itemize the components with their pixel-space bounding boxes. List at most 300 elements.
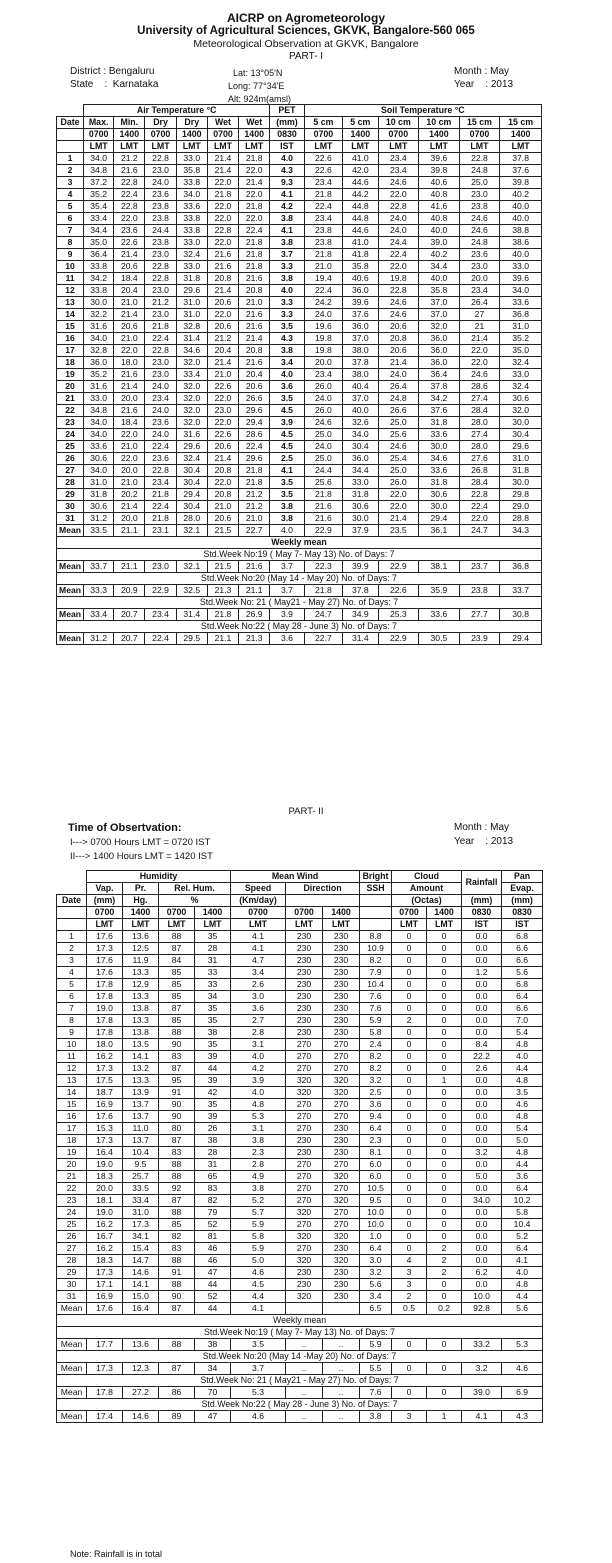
time-header: 0700	[459, 129, 500, 141]
mean-cell: 0	[392, 1363, 427, 1375]
date-cell: 24	[57, 1207, 87, 1219]
data-cell: 21.4	[114, 501, 145, 513]
table-row	[57, 453, 542, 465]
data-cell: 270	[286, 1051, 323, 1063]
data-cell: 33.0	[500, 369, 542, 381]
data-cell: 320	[323, 1195, 360, 1207]
data-cell: 22.4	[145, 501, 176, 513]
data-cell: 20.8	[207, 465, 238, 477]
data-cell: 21.4	[114, 381, 145, 393]
table-row	[57, 943, 543, 955]
date-cell: 4	[57, 189, 84, 201]
data-cell: 17.6	[87, 931, 123, 943]
data-cell: 21.4	[207, 153, 238, 165]
time-header: 1400	[239, 129, 270, 141]
observation-title: Meteorological Observation at GKVK, Bangalore	[193, 38, 419, 50]
data-cell: 40.8	[419, 189, 460, 201]
time-header: 0700	[392, 907, 427, 919]
table-row	[57, 1087, 543, 1099]
data-cell: 28.0	[459, 417, 500, 429]
mean-cell: 22.4	[145, 633, 176, 645]
data-cell: 35.0	[84, 237, 114, 249]
data-cell: 32.0	[176, 405, 207, 417]
data-cell: 4.2	[270, 201, 304, 213]
pet-header: PET	[270, 105, 304, 117]
data-cell: 0	[427, 931, 462, 943]
data-cell: 4.0	[502, 1051, 543, 1063]
mean-cell: 21.8	[207, 609, 238, 621]
data-cell: 85	[159, 991, 195, 1003]
table-row	[57, 1099, 543, 1111]
data-cell: 29.6	[176, 441, 207, 453]
data-cell: 28.8	[500, 513, 542, 525]
data-cell: 22.0	[207, 213, 238, 225]
time-ref-header: LMT	[427, 919, 462, 931]
data-cell: 31.8	[343, 489, 378, 501]
data-cell: 28	[195, 1147, 231, 1159]
time-ref-header: LMT	[378, 141, 419, 153]
data-cell: 24.6	[378, 441, 419, 453]
data-cell: 31	[195, 1159, 231, 1171]
mean-cell: 24.7	[304, 609, 343, 621]
data-cell: 10.5	[360, 1183, 392, 1195]
data-cell: 25.6	[378, 429, 419, 441]
data-cell: 4.4	[231, 1291, 286, 1303]
data-cell: 13.3	[123, 1075, 159, 1087]
data-cell: 22.4	[145, 333, 176, 345]
data-cell: 230	[286, 991, 323, 1003]
date-cell: 5	[57, 201, 84, 213]
data-cell: 230	[286, 1027, 323, 1039]
data-cell: 0.0	[462, 1123, 502, 1135]
data-cell: 22.4	[114, 189, 145, 201]
date-cell: 14	[57, 309, 84, 321]
data-cell: 24.6	[459, 213, 500, 225]
data-cell: 5.7	[231, 1207, 286, 1219]
data-cell: 0	[427, 1123, 462, 1135]
data-cell: 230	[286, 943, 323, 955]
weekly-mean-title: Weekly mean	[57, 537, 542, 549]
data-cell: 24.0	[304, 441, 343, 453]
mean-cell: 4.6	[502, 1363, 543, 1375]
data-cell: 270	[323, 1111, 360, 1123]
data-cell: 10.9	[360, 943, 392, 955]
date-cell: 3	[57, 177, 84, 189]
data-cell: 26.0	[304, 381, 343, 393]
mean-cell: 0	[427, 1387, 462, 1399]
data-cell: 34.2	[84, 273, 114, 285]
data-cell: 3.2	[360, 1267, 392, 1279]
data-cell: 33.8	[176, 213, 207, 225]
obs-time-label: Time of Obsertvation:	[68, 822, 182, 834]
data-cell: 320	[323, 1255, 360, 1267]
std-week-title: Std.Week No: 21 ( May21 - May 27) No. of Days: 7	[57, 597, 542, 609]
data-cell: 230	[323, 955, 360, 967]
mean-cell: 33.4	[84, 609, 114, 621]
data-cell: 30.6	[343, 501, 378, 513]
mean-cell: 0.2	[427, 1303, 462, 1315]
humidity-header: Humidity	[87, 871, 231, 883]
data-cell: 320	[286, 1207, 323, 1219]
time-header: 1400	[500, 129, 542, 141]
data-cell: 24.6	[378, 297, 419, 309]
data-cell: 4	[392, 1255, 427, 1267]
data-cell: 36.4	[84, 249, 114, 261]
data-cell: 32.4	[500, 357, 542, 369]
mean-cell: 22.6	[378, 585, 419, 597]
data-cell: 21.2	[239, 501, 270, 513]
date-cell: 15	[57, 321, 84, 333]
data-cell: 28.6	[459, 381, 500, 393]
data-cell: 36.0	[419, 333, 460, 345]
data-cell: 21.6	[114, 165, 145, 177]
data-cell: 34.0	[84, 417, 114, 429]
std-week-title: Std.Week No:20 (May 14 - May 20) No. of Days: 7	[57, 573, 542, 585]
data-cell: 20.6	[378, 345, 419, 357]
column-header: 10 cm	[419, 117, 460, 129]
data-cell: 23.8	[304, 225, 343, 237]
data-cell: 19.0	[87, 1159, 123, 1171]
date-cell: 29	[57, 1267, 87, 1279]
table-row	[57, 1243, 543, 1255]
data-cell: 0	[427, 1099, 462, 1111]
mean-cell: 22.3	[304, 561, 343, 573]
date-cell: 26	[57, 1231, 87, 1243]
data-cell: 4.1	[231, 931, 286, 943]
data-cell: 36.0	[343, 453, 378, 465]
time-header: 1400	[114, 129, 145, 141]
data-cell: 270	[323, 1183, 360, 1195]
data-cell: 0	[427, 979, 462, 991]
data-cell: 84	[159, 955, 195, 967]
data-cell: 22.4	[239, 441, 270, 453]
data-cell: 0	[427, 1087, 462, 1099]
data-cell: 270	[323, 1219, 360, 1231]
data-cell: 32.6	[343, 417, 378, 429]
data-cell: 22.4	[239, 225, 270, 237]
soil-temp-header: Soil Temperature °C	[304, 105, 541, 117]
data-cell: 40.0	[419, 273, 460, 285]
data-cell: 21.6	[304, 513, 343, 525]
data-cell: 22.6	[114, 237, 145, 249]
std-week-title: Std.Week No:22 ( May 28 - June 3) No. of Days: 7	[57, 621, 542, 633]
data-cell: 20.6	[114, 261, 145, 273]
time-header: 0700	[145, 129, 176, 141]
date-cell: 2	[57, 943, 87, 955]
part2-year-label: Year : 2013	[454, 836, 514, 847]
data-cell: 8.1	[360, 1147, 392, 1159]
table-row	[57, 285, 542, 297]
data-cell: 39.6	[419, 153, 460, 165]
mean-cell: 4.1	[462, 1411, 502, 1423]
mean-cell: 30.8	[500, 609, 542, 621]
data-cell: 20.0	[459, 273, 500, 285]
data-cell: 4.4	[502, 1291, 543, 1303]
data-cell: 10.4	[502, 1219, 543, 1231]
data-cell: 21.6	[207, 261, 238, 273]
data-cell: 0	[392, 1159, 427, 1171]
mean-cell: 33.6	[419, 609, 460, 621]
data-cell: 20.6	[207, 441, 238, 453]
data-cell: 21.2	[207, 333, 238, 345]
data-cell: 21.8	[239, 201, 270, 213]
date-cell: 1	[57, 153, 84, 165]
data-cell: 21.0	[114, 441, 145, 453]
table-row	[57, 429, 542, 441]
table-row	[57, 189, 542, 201]
data-cell: 23.6	[114, 225, 145, 237]
data-cell: 34.0	[84, 153, 114, 165]
time-header: 0700	[207, 129, 238, 141]
data-cell: 25.6	[304, 477, 343, 489]
data-cell: 23.4	[145, 477, 176, 489]
data-cell: 28.0	[176, 513, 207, 525]
data-cell: 39	[195, 1075, 231, 1087]
data-cell: 31.6	[84, 381, 114, 393]
data-cell: 230	[323, 1279, 360, 1291]
data-cell: 5.0	[502, 1135, 543, 1147]
data-cell: 20.0	[304, 357, 343, 369]
data-cell: 21.4	[378, 513, 419, 525]
table-row	[57, 357, 542, 369]
data-cell: 31.8	[419, 417, 460, 429]
data-cell: 320	[286, 1087, 323, 1099]
data-cell: 21.4	[239, 333, 270, 345]
table-row	[57, 345, 542, 357]
mean-cell: 89	[159, 1411, 195, 1423]
table-row	[57, 1135, 543, 1147]
data-cell: 4.1	[270, 225, 304, 237]
data-cell: 10.0	[462, 1291, 502, 1303]
data-cell: 21.4	[207, 165, 238, 177]
data-cell: 4.7	[231, 955, 286, 967]
data-cell: 3.5	[502, 1087, 543, 1099]
data-cell: 0	[392, 931, 427, 943]
obs-time-1: I---> 0700 Hours LMT = 0720 IST	[70, 837, 211, 848]
data-cell: 21.0	[239, 513, 270, 525]
data-cell: 19.6	[304, 321, 343, 333]
data-cell: 33.0	[176, 153, 207, 165]
weekly-mean-row	[57, 1363, 543, 1375]
date-cell: 17	[57, 1123, 87, 1135]
data-cell: 320	[286, 1075, 323, 1087]
data-cell: 6.0	[360, 1171, 392, 1183]
data-cell: 35	[195, 1099, 231, 1111]
data-cell: 29.4	[239, 417, 270, 429]
weekly-mean-title: Weekly mean	[57, 1315, 543, 1327]
data-cell: 1.2	[462, 967, 502, 979]
data-cell: 8.2	[360, 955, 392, 967]
data-cell: 6.4	[360, 1243, 392, 1255]
weekly-mean-row	[57, 585, 542, 597]
data-cell: 23.8	[145, 201, 176, 213]
column-header: (mm)	[270, 117, 304, 129]
data-cell: 25.0	[304, 453, 343, 465]
data-cell: 20.4	[114, 285, 145, 297]
mean-cell: 22.9	[378, 633, 419, 645]
data-cell: 320	[323, 1087, 360, 1099]
data-cell: 44.6	[343, 177, 378, 189]
data-cell: 82	[195, 1195, 231, 1207]
data-cell: 0	[392, 979, 427, 991]
data-cell: 0.0	[462, 1255, 502, 1267]
data-cell: 320	[323, 1075, 360, 1087]
mean-cell: 7.6	[360, 1387, 392, 1399]
data-cell: 3.8	[270, 273, 304, 285]
date-cell: 11	[57, 1051, 87, 1063]
data-cell: 23.0	[145, 369, 176, 381]
data-cell: 21.0	[207, 501, 238, 513]
mean-cell: 21.3	[207, 585, 238, 597]
data-cell: 4.0	[502, 1267, 543, 1279]
table-row	[57, 261, 542, 273]
data-cell: 29.4	[419, 513, 460, 525]
mean-cell: 17.4	[87, 1411, 123, 1423]
data-cell: 17.6	[87, 1111, 123, 1123]
year-label: Year : 2013	[454, 79, 514, 90]
data-cell: 4.4	[502, 1063, 543, 1075]
data-cell: 19.8	[304, 345, 343, 357]
data-cell: 2.8	[231, 1027, 286, 1039]
data-cell: 18.0	[114, 357, 145, 369]
data-cell: 37.2	[84, 177, 114, 189]
data-cell: 17.8	[87, 979, 123, 991]
date-cell: 16	[57, 333, 84, 345]
data-cell: 3.5	[270, 477, 304, 489]
data-cell: 0	[427, 1111, 462, 1123]
data-cell: 2	[427, 1267, 462, 1279]
data-cell: 21.4	[207, 453, 238, 465]
data-cell: 27	[459, 309, 500, 321]
data-cell: 5.9	[360, 1015, 392, 1027]
data-cell: 40.0	[343, 405, 378, 417]
mean-cell: 17.3	[87, 1363, 123, 1375]
data-cell: 24.6	[378, 177, 419, 189]
data-cell: 3.9	[231, 1075, 286, 1087]
mean-cell: 0	[392, 1339, 427, 1351]
data-cell: 3	[392, 1279, 427, 1291]
data-cell: 33.0	[176, 237, 207, 249]
speed-header: Speed	[231, 883, 286, 895]
std-week-title: Std.Week No:22 ( May 28 - June 3) No. of Days: 7	[57, 1399, 543, 1411]
data-cell: 10.4	[123, 1147, 159, 1159]
data-cell: 22.0	[207, 201, 238, 213]
data-cell: 0.0	[462, 1099, 502, 1111]
amount-header: Amount	[392, 883, 462, 895]
std-week-title: Std.Week No:19 ( May 7- May 13) No. of Days: 7	[57, 549, 542, 561]
data-cell: 25.0	[378, 465, 419, 477]
data-cell: 20.6	[207, 321, 238, 333]
data-cell: 44	[195, 1279, 231, 1291]
mean-cell: 92.8	[462, 1303, 502, 1315]
data-cell: 47	[195, 1267, 231, 1279]
data-cell: 23.4	[378, 153, 419, 165]
data-cell: 22.0	[378, 501, 419, 513]
data-cell: 0	[392, 1063, 427, 1075]
mean-cell: 44	[195, 1303, 231, 1315]
data-cell: 10.4	[360, 979, 392, 991]
data-cell: 88	[159, 1159, 195, 1171]
mean-cell: 32.5	[176, 585, 207, 597]
data-cell: 37.8	[343, 357, 378, 369]
weekly-mean-row	[57, 1411, 543, 1423]
mean-label: Mean	[57, 1339, 87, 1351]
mean-cell: 5.9	[360, 1339, 392, 1351]
data-cell: 35.4	[84, 201, 114, 213]
data-cell: 11.9	[123, 955, 159, 967]
data-cell: 13.8	[123, 1027, 159, 1039]
data-cell: 23.4	[304, 213, 343, 225]
data-cell: 0.0	[462, 1087, 502, 1099]
obs-time-2: II---> 1400 Hours LMT = 1420 IST	[70, 851, 213, 862]
org-title: AICRP on Agrometeorology	[226, 11, 385, 25]
data-cell: 230	[286, 955, 323, 967]
data-cell: 270	[286, 1219, 323, 1231]
data-cell: 270	[286, 1243, 323, 1255]
data-cell: 24.0	[145, 381, 176, 393]
data-cell: 90	[159, 1039, 195, 1051]
date-cell: 8	[57, 1015, 87, 1027]
data-cell: 32.4	[500, 381, 542, 393]
data-cell: 25.0	[459, 177, 500, 189]
data-cell: 23.4	[304, 177, 343, 189]
mean-cell: 31.4	[176, 609, 207, 621]
time-header: 1400	[176, 129, 207, 141]
data-cell: 21.6	[239, 309, 270, 321]
university-title: University of Agricultural Sciences, GKVK, Bangalore-560 065	[137, 25, 475, 37]
table-row	[57, 309, 542, 321]
data-cell: 21.8	[145, 513, 176, 525]
table-row	[57, 273, 542, 285]
data-cell: 37.0	[419, 309, 460, 321]
data-cell: 21.6	[239, 357, 270, 369]
data-cell: 230	[286, 1147, 323, 1159]
table-row	[57, 1003, 543, 1015]
data-cell: 0	[392, 1087, 427, 1099]
data-cell: 87	[159, 943, 195, 955]
mean-cell	[286, 1303, 323, 1315]
time-header: 0700	[286, 907, 323, 919]
data-cell: 0	[392, 1231, 427, 1243]
data-cell: 0	[427, 1147, 462, 1159]
mean-cell: 20.7	[114, 633, 145, 645]
data-cell: 0	[427, 967, 462, 979]
data-cell: 24.0	[304, 393, 343, 405]
date-cell: 23	[57, 417, 84, 429]
data-cell: 0	[392, 1195, 427, 1207]
data-cell: 230	[323, 1123, 360, 1135]
data-cell: 0.0	[462, 1183, 502, 1195]
data-cell: 270	[286, 1183, 323, 1195]
data-cell: 92	[159, 1183, 195, 1195]
data-cell: 26.6	[239, 393, 270, 405]
data-cell: 28.6	[239, 429, 270, 441]
mean-cell: 20.9	[114, 585, 145, 597]
data-cell: 40.0	[500, 249, 542, 261]
data-cell: 270	[286, 1171, 323, 1183]
mean-cell: 34.3	[500, 525, 542, 537]
data-cell: 22.8	[459, 489, 500, 501]
data-cell: 31.0	[176, 309, 207, 321]
data-cell: 20.8	[207, 273, 238, 285]
date-cell: 22	[57, 405, 84, 417]
data-cell: 21.6	[304, 501, 343, 513]
data-cell: 3.8	[270, 501, 304, 513]
data-cell: 36.4	[419, 369, 460, 381]
data-cell: 18.3	[87, 1255, 123, 1267]
data-cell: 25.4	[378, 453, 419, 465]
time-header: 1400	[419, 129, 460, 141]
